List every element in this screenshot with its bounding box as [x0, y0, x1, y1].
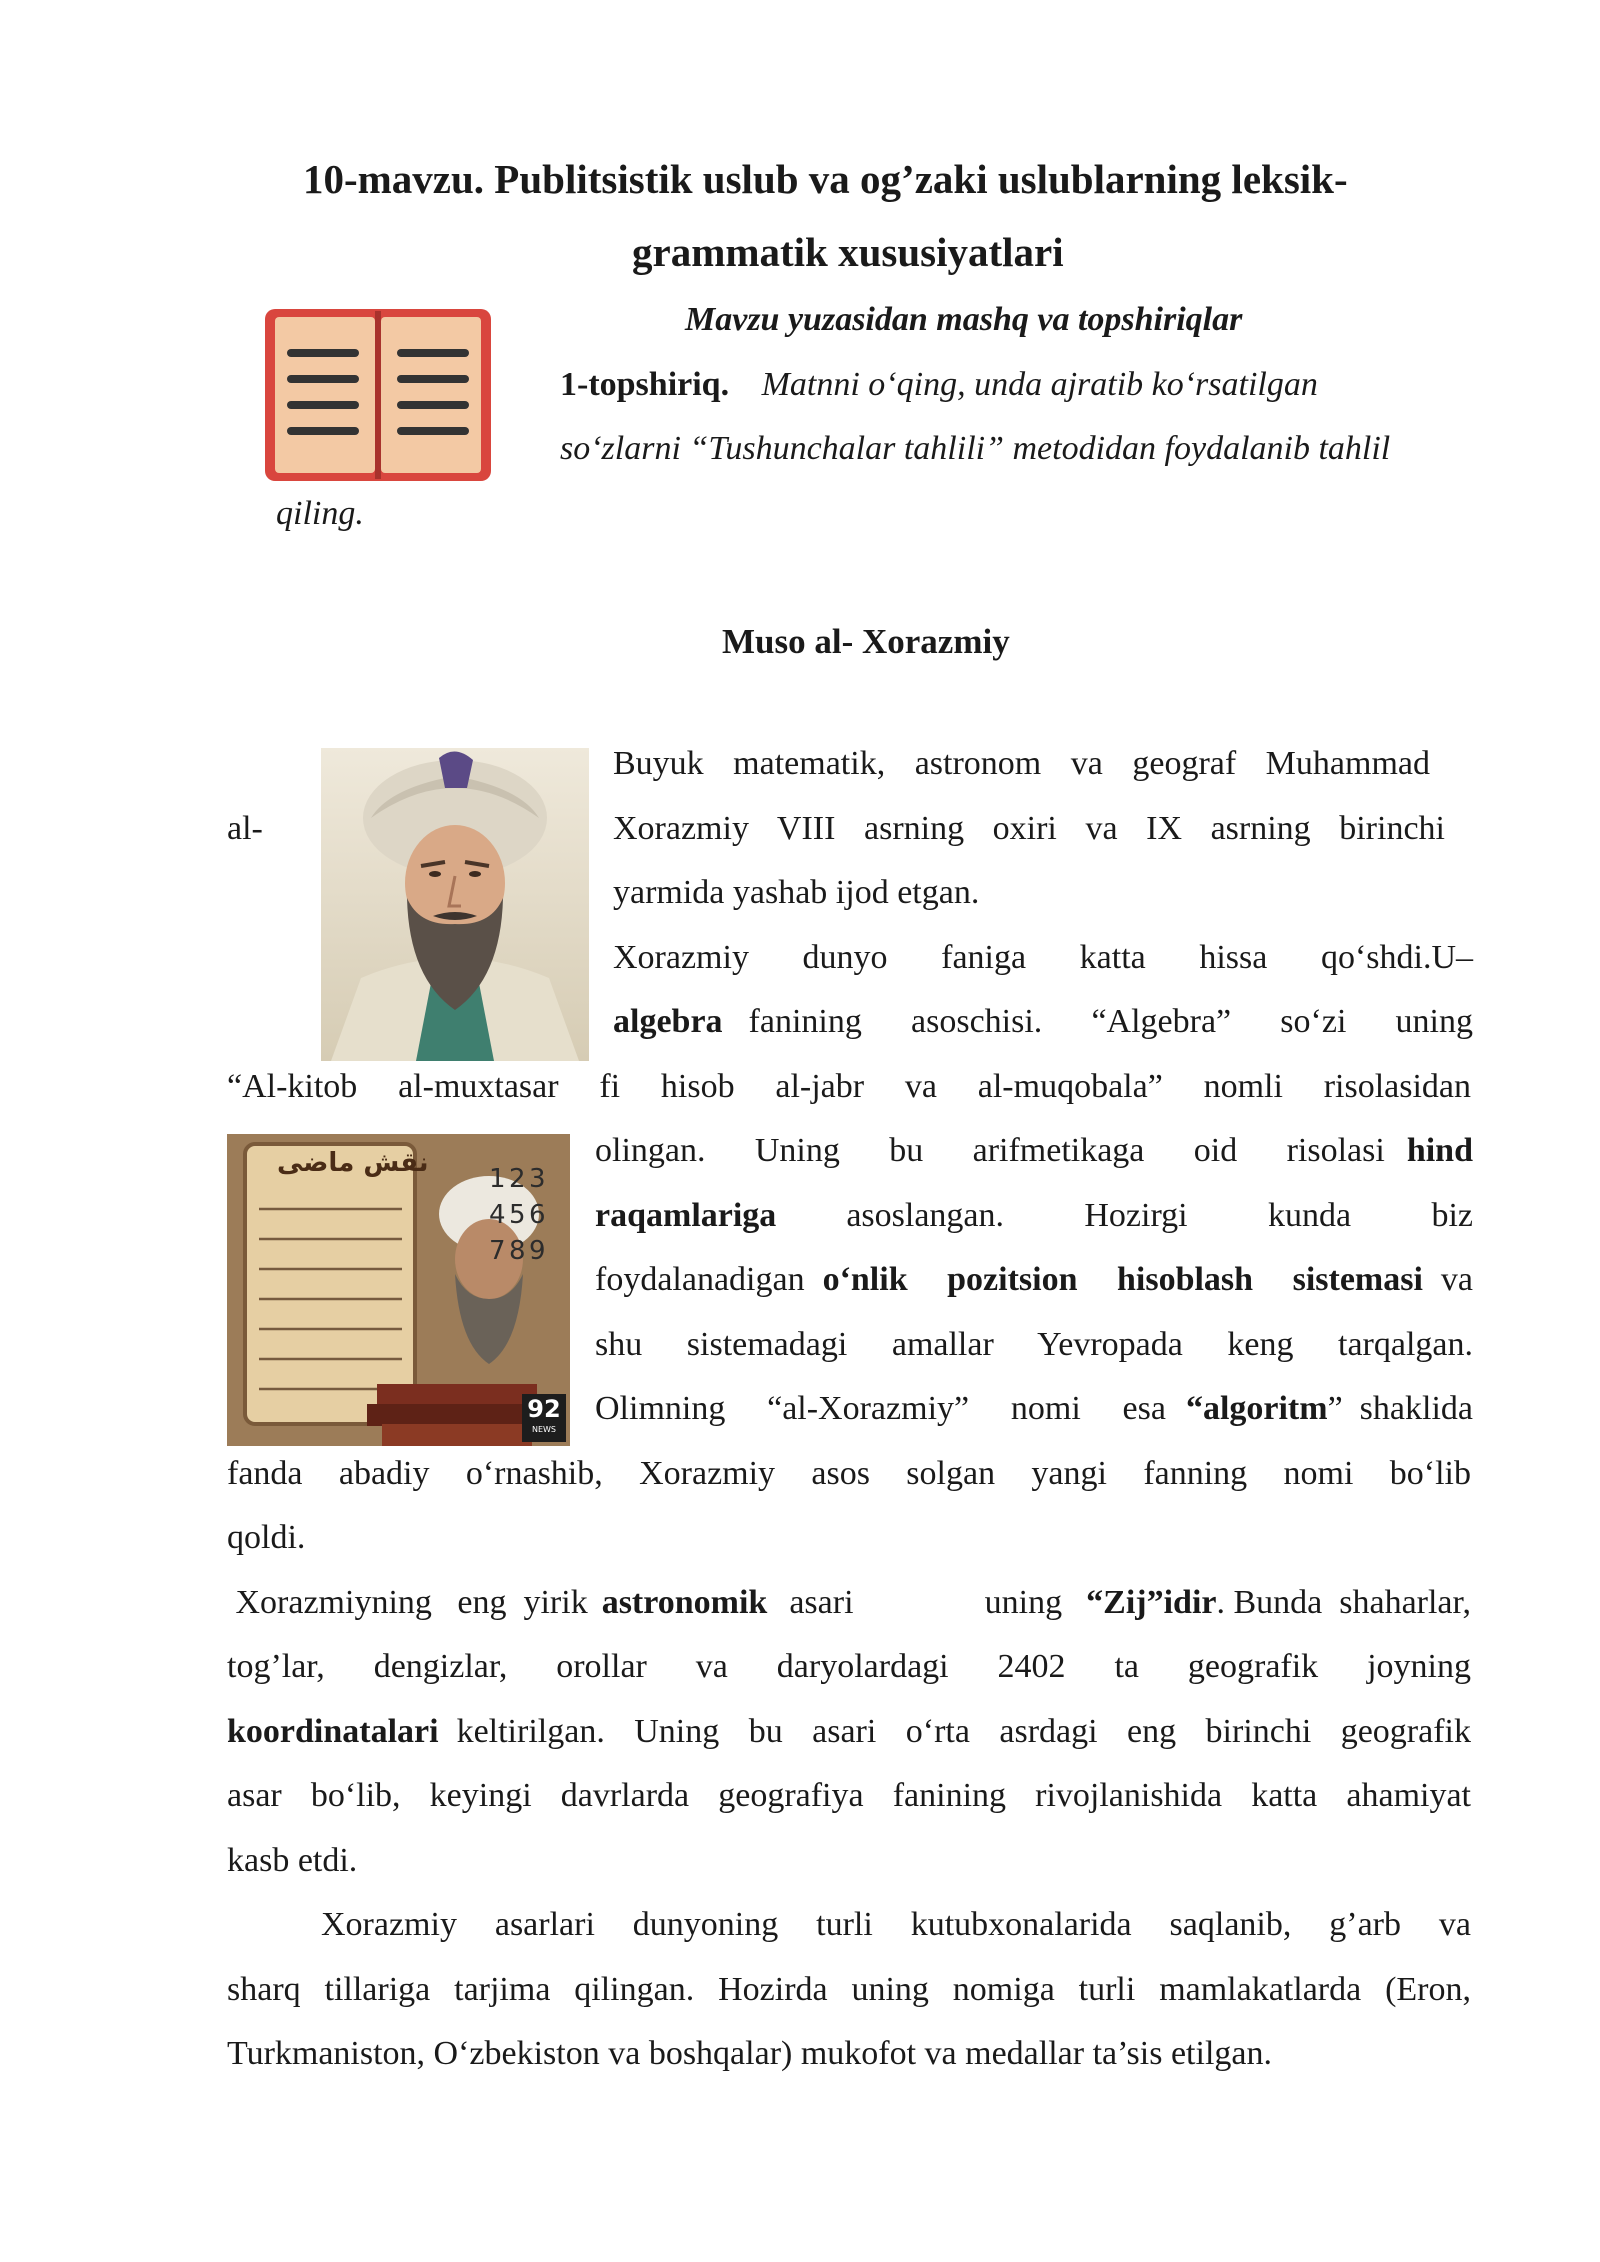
p1-line-2: Xorazmiy VIII asrning oxiri va IX asrning birinchi	[613, 810, 1445, 847]
task-label: 1-topshiriq.	[560, 366, 730, 403]
term-astronomik: astronomik	[601, 1584, 768, 1621]
p1-line-12: fanda abadiy o‘rnashib, Xorazmiy asos solgan yangi fanning nomi bo‘lib	[227, 1455, 1471, 1492]
article-title: Muso al- Xorazmiy	[722, 622, 1010, 661]
p1-line-7: olingan. Uning bu arifmetikaga oid risolasi hind	[595, 1132, 1473, 1169]
task-line-1	[560, 366, 1467, 404]
p1-line-13: qoldi.	[227, 1519, 306, 1556]
term-onlik-sistema: o‘nlik pozitsion hisoblash sistemasi	[822, 1261, 1423, 1298]
p2-line-5: kasb etdi.	[227, 1842, 358, 1879]
p3-line-3: Turkmaniston, O‘zbekiston va boshqalar) mukofot va medallar ta’sis etilgan.	[227, 2035, 1272, 2072]
p1-line-5: algebra fanining asoschisi. “Algebra” so‘zi uning	[613, 1003, 1473, 1040]
p1-line-3: yarmida yashab ijod etgan.	[613, 874, 980, 911]
p2-line-3: koordinatalari keltirilgan. Uning bu asari o‘rta asrdagi eng birinchi geografik	[227, 1713, 1471, 1750]
term-zij: “Zij”idir	[1086, 1584, 1217, 1621]
heading-line-1: 10-mavzu. Publitsistik uslub va og’zaki uslublarning leksik-	[303, 156, 1348, 202]
p2-line-1: Xorazmiyning eng yirik astronomik asari uning “Zij”idir . Bunda shaharlar,	[227, 1584, 1471, 1621]
open-book-icon	[263, 305, 493, 488]
manuscript-digits: 1 2 3 4 5 6 7 8 9	[489, 1164, 546, 1266]
p1-line-8: raqamlariga asoslangan. Hozirgi kunda biz	[595, 1197, 1473, 1234]
term-hind: hind	[1406, 1132, 1473, 1169]
term-algebra: algebra	[613, 1003, 723, 1040]
p3-line-2: sharq tillariga tarjima qilingan. Hozirda uning nomiga turli mamlakatlarda (Eron,	[227, 1971, 1471, 2008]
p1-line-6: “Al-kitob al-muxtasar fi hisob al-jabr va al-muqobala” nomli risolasidan	[227, 1068, 1471, 1105]
manuscript-header: نقش ماضی	[277, 1148, 429, 1178]
p1-line-9: foydalanadigan o‘nlik pozitsion hisoblash sistemasi va	[595, 1261, 1473, 1298]
p1-line-1: Buyuk matematik, astronom va geograf Muhammad	[613, 745, 1430, 782]
term-koordinatalari: koordinatalari	[227, 1713, 439, 1750]
p1-line-2-prefix: al-	[227, 810, 263, 847]
p2-line-4: asar bo‘lib, keyingi davrlarda geografiya fanining rivojlanishida katta ahamiyat	[227, 1777, 1471, 1814]
task-line-2: so‘zlarni “Tushunchalar tahlili” metodidan foydalanib tahlil	[560, 430, 1391, 467]
p1-line-4: Xorazmiy dunyo faniga katta hissa qo‘shdi.U–	[613, 939, 1473, 976]
heading-line-2: grammatik xususiyatlari	[632, 229, 1064, 275]
term-algoritm: “algoritm	[1185, 1390, 1328, 1427]
p1-line-10: shu sistemadagi amallar Yevropada keng tarqalgan.	[595, 1326, 1473, 1363]
p3-line-1: Xorazmiy asarlari dunyoning turli kutubxonalarida saqlanib, g’arb va	[321, 1906, 1471, 1943]
task-text-1: Matnni o‘qing, unda ajratib ko‘rsatilgan	[761, 366, 1318, 403]
manuscript-image	[227, 1134, 570, 1446]
p1-line-11: Olimning “al-Xorazmiy” nomi esa “algoritm ” shaklida	[595, 1390, 1473, 1427]
task-line-3: qiling.	[276, 495, 364, 532]
term-raqamlariga: raqamlariga	[595, 1197, 777, 1234]
p2-line-2: tog’lar, dengizlar, orollar va daryolardagi 2402 ta geografik joyning	[227, 1648, 1471, 1685]
portrait-image	[321, 748, 589, 1061]
subheading: Mavzu yuzasidan mashq va topshiriqlar	[685, 301, 1243, 338]
news-badge: 92 NEWS	[522, 1394, 566, 1442]
